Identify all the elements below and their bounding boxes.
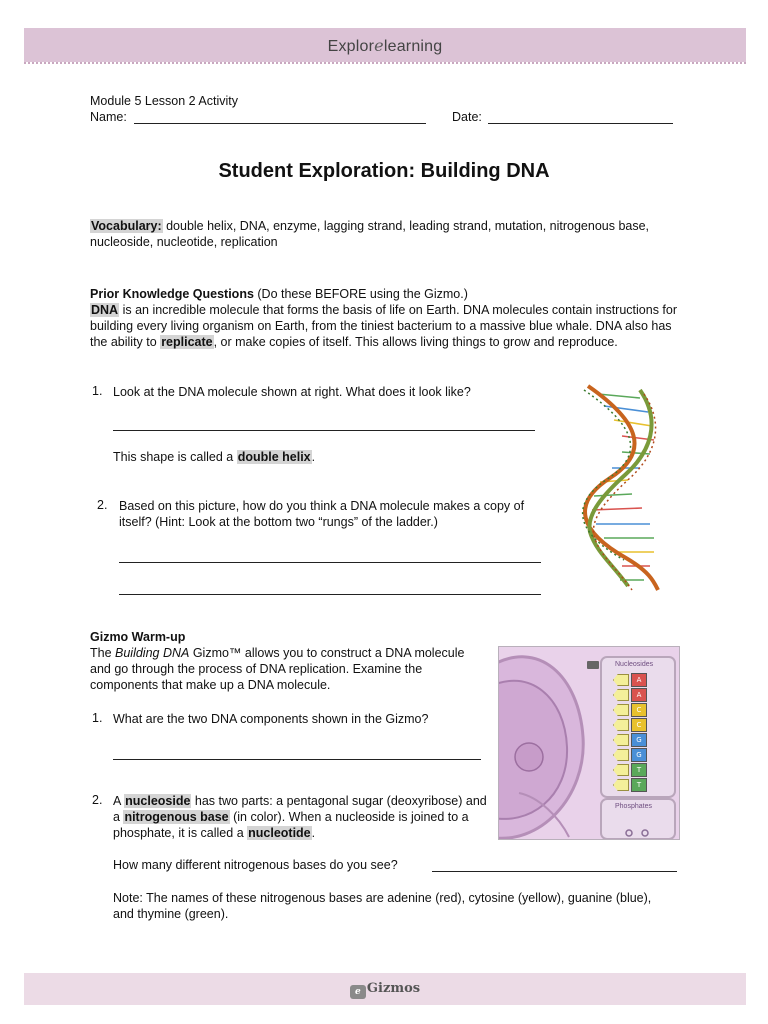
- sugar-pentagon-icon: [613, 704, 629, 716]
- nucleoside-item[interactable]: [613, 688, 669, 700]
- nucleoside-item[interactable]: [613, 703, 669, 715]
- prior-q1-text: Look at the DNA molecule shown at right. What does it look like?: [113, 385, 471, 399]
- warmup-q2-d: .: [311, 826, 316, 840]
- date-label: Date:: [452, 110, 482, 124]
- dna-double-helix-image: [570, 382, 674, 594]
- nitrogenous-base: T: [631, 763, 647, 777]
- warmup-q1-number: 1.: [92, 711, 103, 725]
- brand-text-pre: Explor: [327, 38, 375, 55]
- nitrogenous-base: T: [631, 778, 647, 792]
- prior-q1-number: 1.: [92, 384, 103, 398]
- replicate-term: replicate: [161, 335, 213, 349]
- phosphates-label: Phosphates: [615, 803, 652, 810]
- warmup-intro: [90, 645, 482, 693]
- warmup-q2-answer-line[interactable]: [432, 871, 677, 872]
- nitrogenous-base: C: [631, 703, 647, 717]
- name-label: Name:: [90, 110, 127, 124]
- nitrogenous-base-term: nitrogenous base: [124, 810, 229, 824]
- prior-q2-answer-line-1[interactable]: [119, 562, 541, 563]
- brand-text-post: learning: [383, 38, 443, 55]
- nucleoside-item[interactable]: [613, 718, 669, 730]
- footer-bar: [24, 973, 746, 1005]
- sugar-pentagon-icon: [613, 764, 629, 776]
- gizmos-logo: [24, 981, 746, 999]
- prior-knowledge-paragraph: [90, 302, 680, 350]
- nitrogenous-base: G: [631, 748, 647, 762]
- header-bar: [24, 28, 746, 62]
- sugar-pentagon-icon: [613, 719, 629, 731]
- warmup-q1-answer-line[interactable]: [113, 759, 481, 760]
- warmup-intro-gizmo-name: Building DNA: [115, 646, 190, 660]
- double-helix-term: double helix: [237, 450, 311, 464]
- nitrogenous-base: C: [631, 718, 647, 732]
- explorelearning-logo: [24, 36, 746, 56]
- gizmos-logo-icon: e: [350, 985, 366, 999]
- page-title: Student Exploration: Building DNA: [218, 160, 550, 182]
- warmup-q2-b: has two parts: a pentagonal sugar (deoxyribose) and a: [113, 794, 487, 824]
- warmup-intro-pre: The: [90, 646, 116, 660]
- vocabulary-label: Vocabulary:: [91, 219, 162, 233]
- sugar-pentagon-icon: [613, 749, 629, 761]
- prior-q1-note-pre: This shape is called a: [113, 450, 237, 464]
- prior-q2-answer-line-2[interactable]: [119, 594, 541, 595]
- prior-q1-note-post: .: [311, 450, 316, 464]
- warmup-q2-note: Note: The names of these nitrogenous bases are adenine (red), cytosine (yellow), guanine (blue), and thymine (green).: [113, 891, 652, 921]
- vocabulary-paragraph: [90, 218, 675, 250]
- nitrogenous-base: G: [631, 733, 647, 747]
- nucleoside-item[interactable]: [613, 748, 669, 760]
- sugar-pentagon-icon: [613, 779, 629, 791]
- nucleoside-item[interactable]: [613, 733, 669, 745]
- warmup-q2-number: 2.: [92, 793, 103, 807]
- prior-paragraph-1: is an incredible molecule that forms the basis of life on Earth. DNA molecules contain instructions for building every living organism on Earth, from the tiniest bacterium to a massive blue whale. DNA also has the ability to: [90, 303, 677, 349]
- sugar-pentagon-icon: [613, 674, 629, 686]
- module-label: Module 5 Lesson 2 Activity: [90, 94, 238, 108]
- warmup-heading: Gizmo Warm-up: [90, 630, 186, 644]
- prior-q1-note: [113, 449, 315, 465]
- brand-swash: e: [374, 36, 384, 55]
- prior-paragraph-2: , or make copies of itself. This allows living things to grow and reproduce.: [213, 335, 618, 349]
- warmup-q2-c: (in color). When a nucleoside is joined to a phosphate, it is called a: [113, 810, 469, 840]
- nucleoside-item[interactable]: [613, 778, 669, 790]
- header-divider: [24, 62, 746, 64]
- nucleosides-label: Nucleosides: [615, 661, 654, 668]
- prior-q2-text: Based on this picture, how do you think a DNA molecule makes a copy of itself? (Hint: Look at the bottom two “rungs” of the ladder.): [119, 499, 525, 529]
- sugar-pentagon-icon: [613, 734, 629, 746]
- prior-knowledge-note: (Do these BEFORE using the Gizmo.): [253, 287, 468, 301]
- warmup-q1-text: What are the two DNA components shown in the Gizmo?: [113, 712, 429, 726]
- sugar-pentagon-icon: [613, 689, 629, 701]
- nucleoside-item[interactable]: [613, 763, 669, 775]
- gizmos-logo-text: Gizmos: [366, 981, 421, 996]
- prior-knowledge-heading-line: [90, 286, 468, 302]
- nucleoside-item[interactable]: [613, 673, 669, 685]
- nucleotide-term: nucleotide: [248, 826, 311, 840]
- prior-knowledge-heading: Prior Knowledge Questions: [90, 287, 254, 301]
- nitrogenous-base: A: [631, 688, 647, 702]
- vocabulary-terms: double helix, DNA, enzyme, lagging strand, leading strand, mutation, nitrogenous base, nucleoside, nucleotide, replication: [90, 219, 650, 249]
- warmup-q2-ask: How many different nitrogenous bases do you see?: [113, 858, 398, 872]
- name-field-line[interactable]: [134, 123, 426, 124]
- nitrogenous-base: A: [631, 673, 647, 687]
- warmup-q2-text: [113, 793, 493, 841]
- nucleoside-term: nucleoside: [125, 794, 191, 808]
- date-field-line[interactable]: [488, 123, 673, 124]
- warmup-intro-post: Gizmo™ allows you to construct a DNA molecule and go through the process of DNA replication. Examine the components that make up a DNA molecule.: [90, 646, 465, 692]
- dna-term: DNA: [91, 303, 119, 317]
- prior-q1-answer-line[interactable]: [113, 430, 535, 431]
- prior-q2-number: 2.: [97, 498, 108, 512]
- gizmo-screenshot: [498, 646, 680, 840]
- warmup-q2-a: A: [113, 794, 125, 808]
